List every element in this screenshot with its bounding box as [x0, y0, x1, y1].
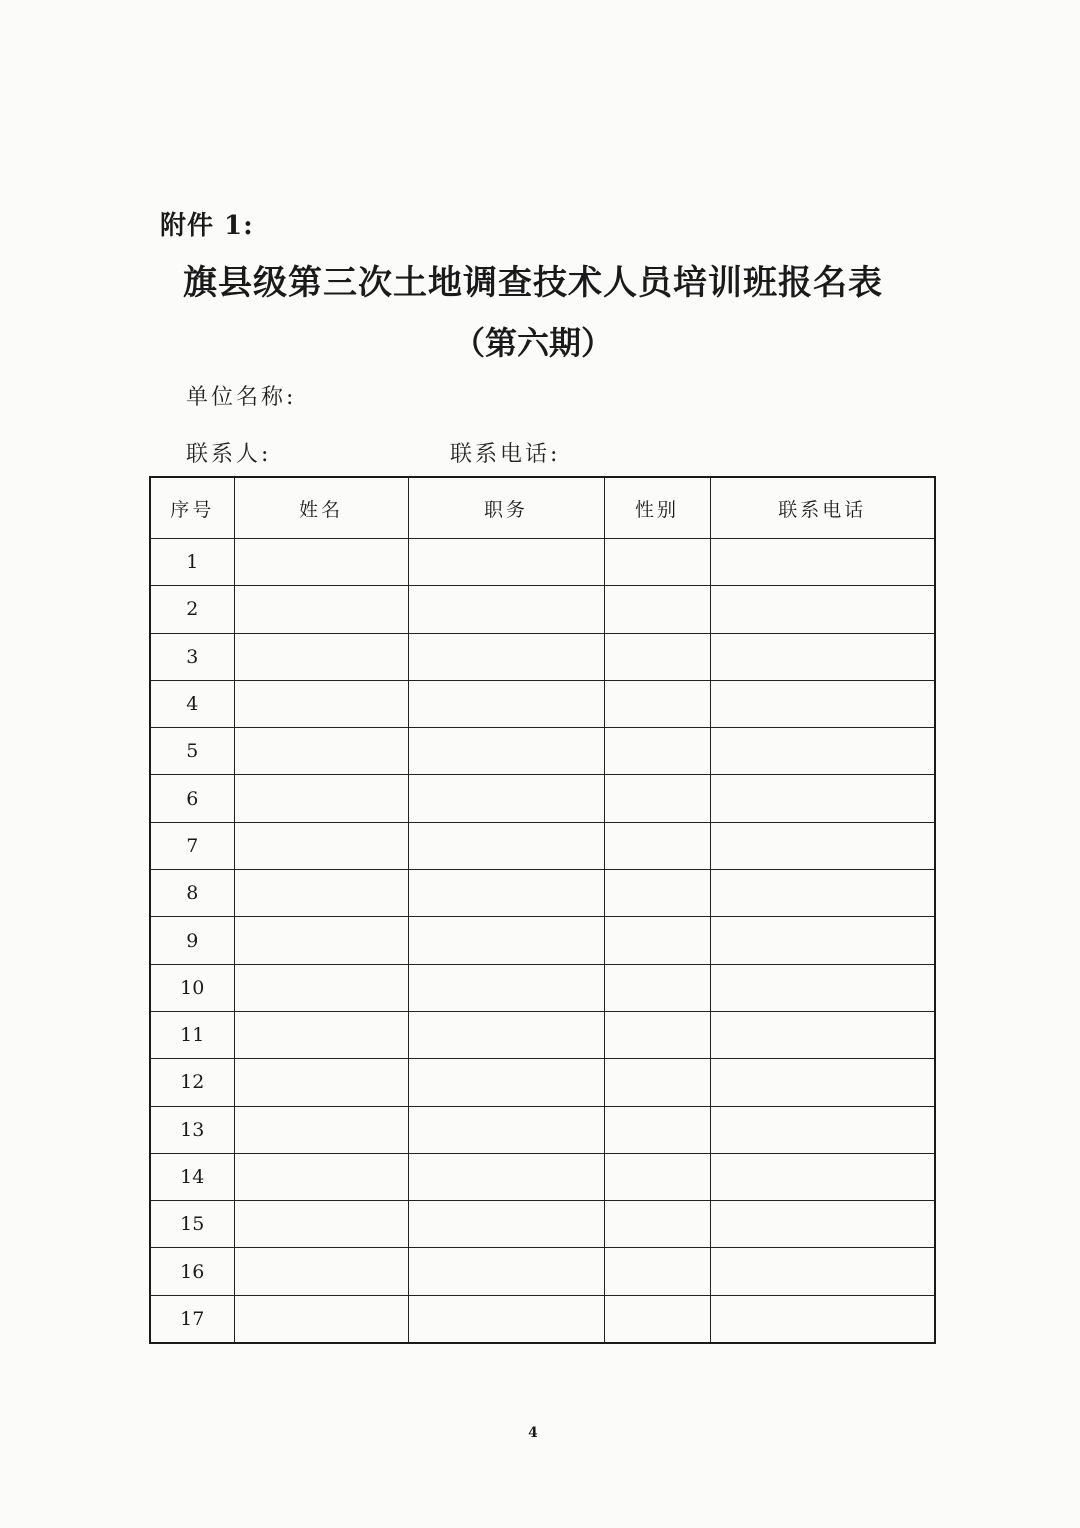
- contact-person-label: 联系人:: [186, 442, 272, 467]
- name-cell: [234, 633, 408, 680]
- name-cell: [234, 822, 408, 869]
- gender-cell: [604, 1248, 710, 1295]
- row-serial: 7: [150, 822, 234, 869]
- phone-cell: [710, 775, 935, 822]
- position-cell: [408, 1153, 604, 1200]
- name-cell: [234, 1059, 408, 1106]
- position-cell: [408, 728, 604, 775]
- row-serial: 17: [150, 1295, 234, 1343]
- phone-cell: [710, 633, 935, 680]
- gender-cell: [604, 1201, 710, 1248]
- gender-cell: [604, 964, 710, 1011]
- position-cell: [408, 1201, 604, 1248]
- gender-cell: [604, 539, 710, 586]
- form-subtitle: （第六期）: [452, 324, 613, 362]
- row-serial: 5: [150, 728, 234, 775]
- row-serial: 10: [150, 964, 234, 1011]
- position-cell: [408, 1106, 604, 1153]
- name-cell: [234, 917, 408, 964]
- name-cell: [234, 1106, 408, 1153]
- table-row: [150, 870, 935, 917]
- name-cell: [234, 964, 408, 1011]
- gender-cell: [604, 728, 710, 775]
- phone-cell: [710, 1153, 935, 1200]
- gender-cell: [604, 1153, 710, 1200]
- name-cell: [234, 680, 408, 727]
- phone-cell: [710, 1295, 935, 1343]
- position-cell: [408, 1059, 604, 1106]
- name-cell: [234, 1153, 408, 1200]
- table-row: [150, 1106, 935, 1153]
- phone-cell: [710, 1106, 935, 1153]
- phone-cell: [710, 917, 935, 964]
- position-cell: [408, 917, 604, 964]
- position-cell: [408, 539, 604, 586]
- gender-cell: [604, 1011, 710, 1058]
- gender-cell: [604, 822, 710, 869]
- row-serial: 13: [150, 1106, 234, 1153]
- attachment-label: 附件 1:: [160, 211, 254, 241]
- phone-cell: [710, 822, 935, 869]
- gender-cell: [604, 917, 710, 964]
- gender-cell: [604, 586, 710, 633]
- position-cell: [408, 870, 604, 917]
- gender-cell: [604, 680, 710, 727]
- name-cell: [234, 775, 408, 822]
- row-serial: 14: [150, 1153, 234, 1200]
- row-serial: 2: [150, 586, 234, 633]
- table-row: [150, 586, 935, 633]
- name-cell: [234, 539, 408, 586]
- position-cell: [408, 1248, 604, 1295]
- header-phone: 联系电话: [710, 477, 935, 539]
- position-cell: [408, 822, 604, 869]
- row-serial: 4: [150, 680, 234, 727]
- phone-cell: [710, 1201, 935, 1248]
- row-serial: 9: [150, 917, 234, 964]
- position-cell: [408, 775, 604, 822]
- table-row: [150, 1295, 935, 1343]
- table-row: [150, 775, 935, 822]
- position-cell: [408, 964, 604, 1011]
- gender-cell: [604, 1295, 710, 1343]
- gender-cell: [604, 1059, 710, 1106]
- phone-cell: [710, 539, 935, 586]
- row-serial: 6: [150, 775, 234, 822]
- name-cell: [234, 1011, 408, 1058]
- row-serial: 3: [150, 633, 234, 680]
- phone-cell: [710, 728, 935, 775]
- unit-name-label: 单位名称:: [186, 385, 297, 410]
- table-row: [150, 1011, 935, 1058]
- page-number: 4: [528, 1425, 538, 1441]
- row-serial: 8: [150, 870, 234, 917]
- name-cell: [234, 870, 408, 917]
- table-row: [150, 1153, 935, 1200]
- gender-cell: [604, 633, 710, 680]
- table-row: [150, 633, 935, 680]
- phone-cell: [710, 1011, 935, 1058]
- header-gender: 性别: [604, 477, 710, 539]
- gender-cell: [604, 1106, 710, 1153]
- table-row: [150, 1201, 935, 1248]
- form-title: 旗县级第三次土地调查技术人员培训班报名表: [183, 263, 883, 303]
- registration-table: [149, 476, 936, 1344]
- table-row: [150, 1248, 935, 1295]
- table-row: [150, 539, 935, 586]
- row-serial: 1: [150, 539, 234, 586]
- position-cell: [408, 1011, 604, 1058]
- table-row: [150, 822, 935, 869]
- table-row: [150, 917, 935, 964]
- row-serial: 15: [150, 1201, 234, 1248]
- contact-phone-label: 联系电话:: [450, 442, 561, 467]
- name-cell: [234, 728, 408, 775]
- position-cell: [408, 586, 604, 633]
- name-cell: [234, 1248, 408, 1295]
- header-position: 职务: [408, 477, 604, 539]
- table-row: [150, 1059, 935, 1106]
- gender-cell: [604, 775, 710, 822]
- name-cell: [234, 1295, 408, 1343]
- name-cell: [234, 586, 408, 633]
- position-cell: [408, 633, 604, 680]
- row-serial: 16: [150, 1248, 234, 1295]
- row-serial: 11: [150, 1011, 234, 1058]
- phone-cell: [710, 586, 935, 633]
- position-cell: [408, 680, 604, 727]
- table-row: [150, 728, 935, 775]
- phone-cell: [710, 1248, 935, 1295]
- row-serial: 12: [150, 1059, 234, 1106]
- table-header-row: [150, 477, 935, 539]
- header-name: 姓名: [234, 477, 408, 539]
- header-serial: 序号: [150, 477, 234, 539]
- table-row: [150, 680, 935, 727]
- table-row: [150, 964, 935, 1011]
- phone-cell: [710, 680, 935, 727]
- gender-cell: [604, 870, 710, 917]
- phone-cell: [710, 870, 935, 917]
- position-cell: [408, 1295, 604, 1343]
- name-cell: [234, 1201, 408, 1248]
- phone-cell: [710, 1059, 935, 1106]
- phone-cell: [710, 964, 935, 1011]
